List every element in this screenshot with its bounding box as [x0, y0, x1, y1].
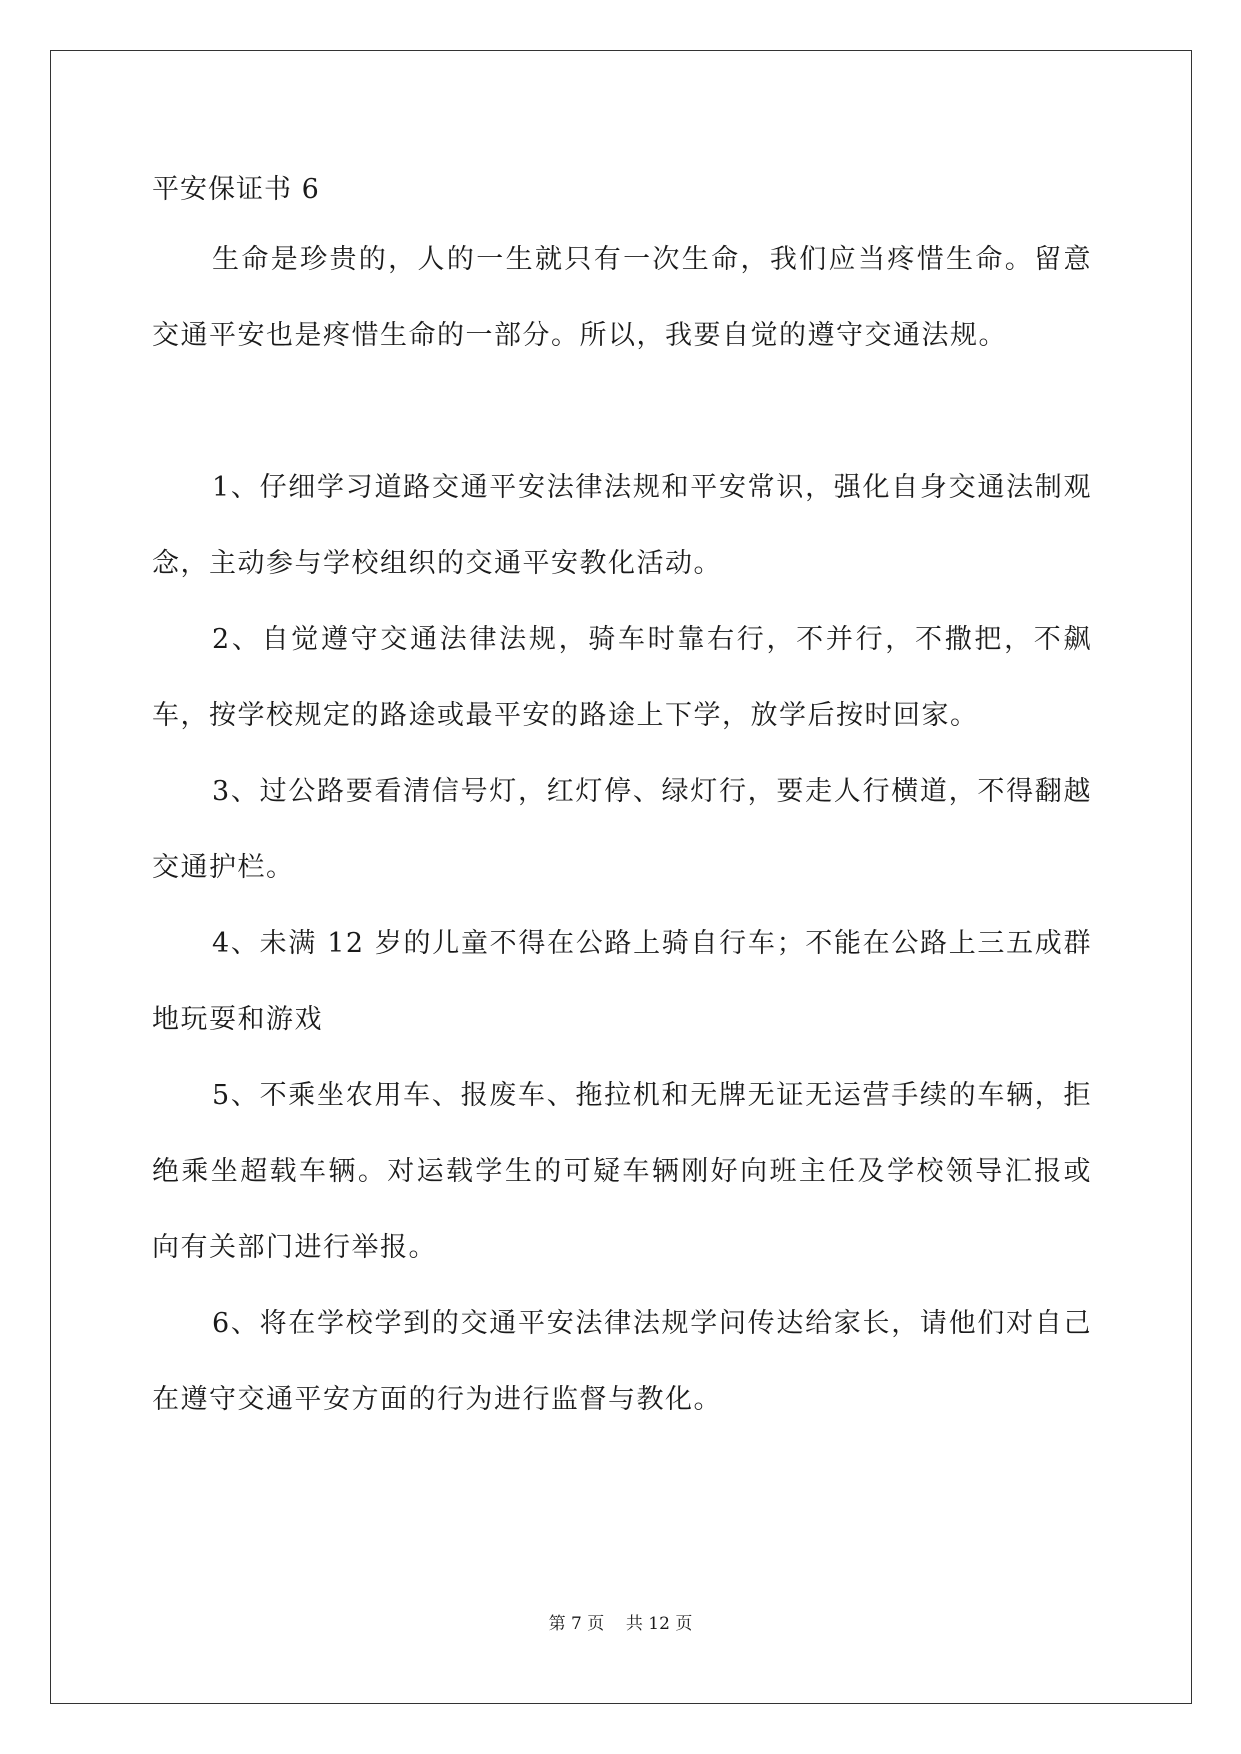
- paragraph-item-1: 1、仔细学习道路交通平安法律法规和平安常识，强化自身交通法制观念，主动参与学校组织的交通平安教化活动。: [152, 472, 1092, 579]
- paragraph-item-5: 5、不乘坐农用车、报废车、拖拉机和无牌无证无运营手续的车辆，拒绝乘坐超载车辆。对运载学生的可疑车辆刚好向班主任及学校领导汇报或向有关部门进行举报。: [152, 1080, 1092, 1263]
- paragraph-item-2: 2、自觉遵守交通法律法规，骑车时靠右行，不并行，不撒把，不飙车，按学校规定的路途或最平安的路途上下学，放学后按时回家。: [152, 624, 1092, 731]
- paragraph-item-3: 3、过公路要看清信号灯，红灯停、绿灯行，要走人行横道，不得翻越交通护栏。: [152, 776, 1092, 883]
- paragraph-item-4: 4、未满 12 岁的儿童不得在公路上骑自行车；不能在公路上三五成群地玩耍和游戏: [152, 928, 1092, 1035]
- page-number-footer: 第 7 页 共 12 页: [548, 1614, 693, 1634]
- paragraph-intro: 生命是珍贵的，人的一生就只有一次生命，我们应当疼惜生命。留意交通平安也是疼惜生命的一部分。所以，我要自觉的遵守交通法规。: [152, 244, 1092, 351]
- paragraph-item-6: 6、将在学校学到的交通平安法律法规学问传达给家长，请他们对自己在遵守交通平安方面的行为进行监督与教化。: [152, 1308, 1092, 1415]
- document-title: 平安保证书 6: [152, 174, 320, 205]
